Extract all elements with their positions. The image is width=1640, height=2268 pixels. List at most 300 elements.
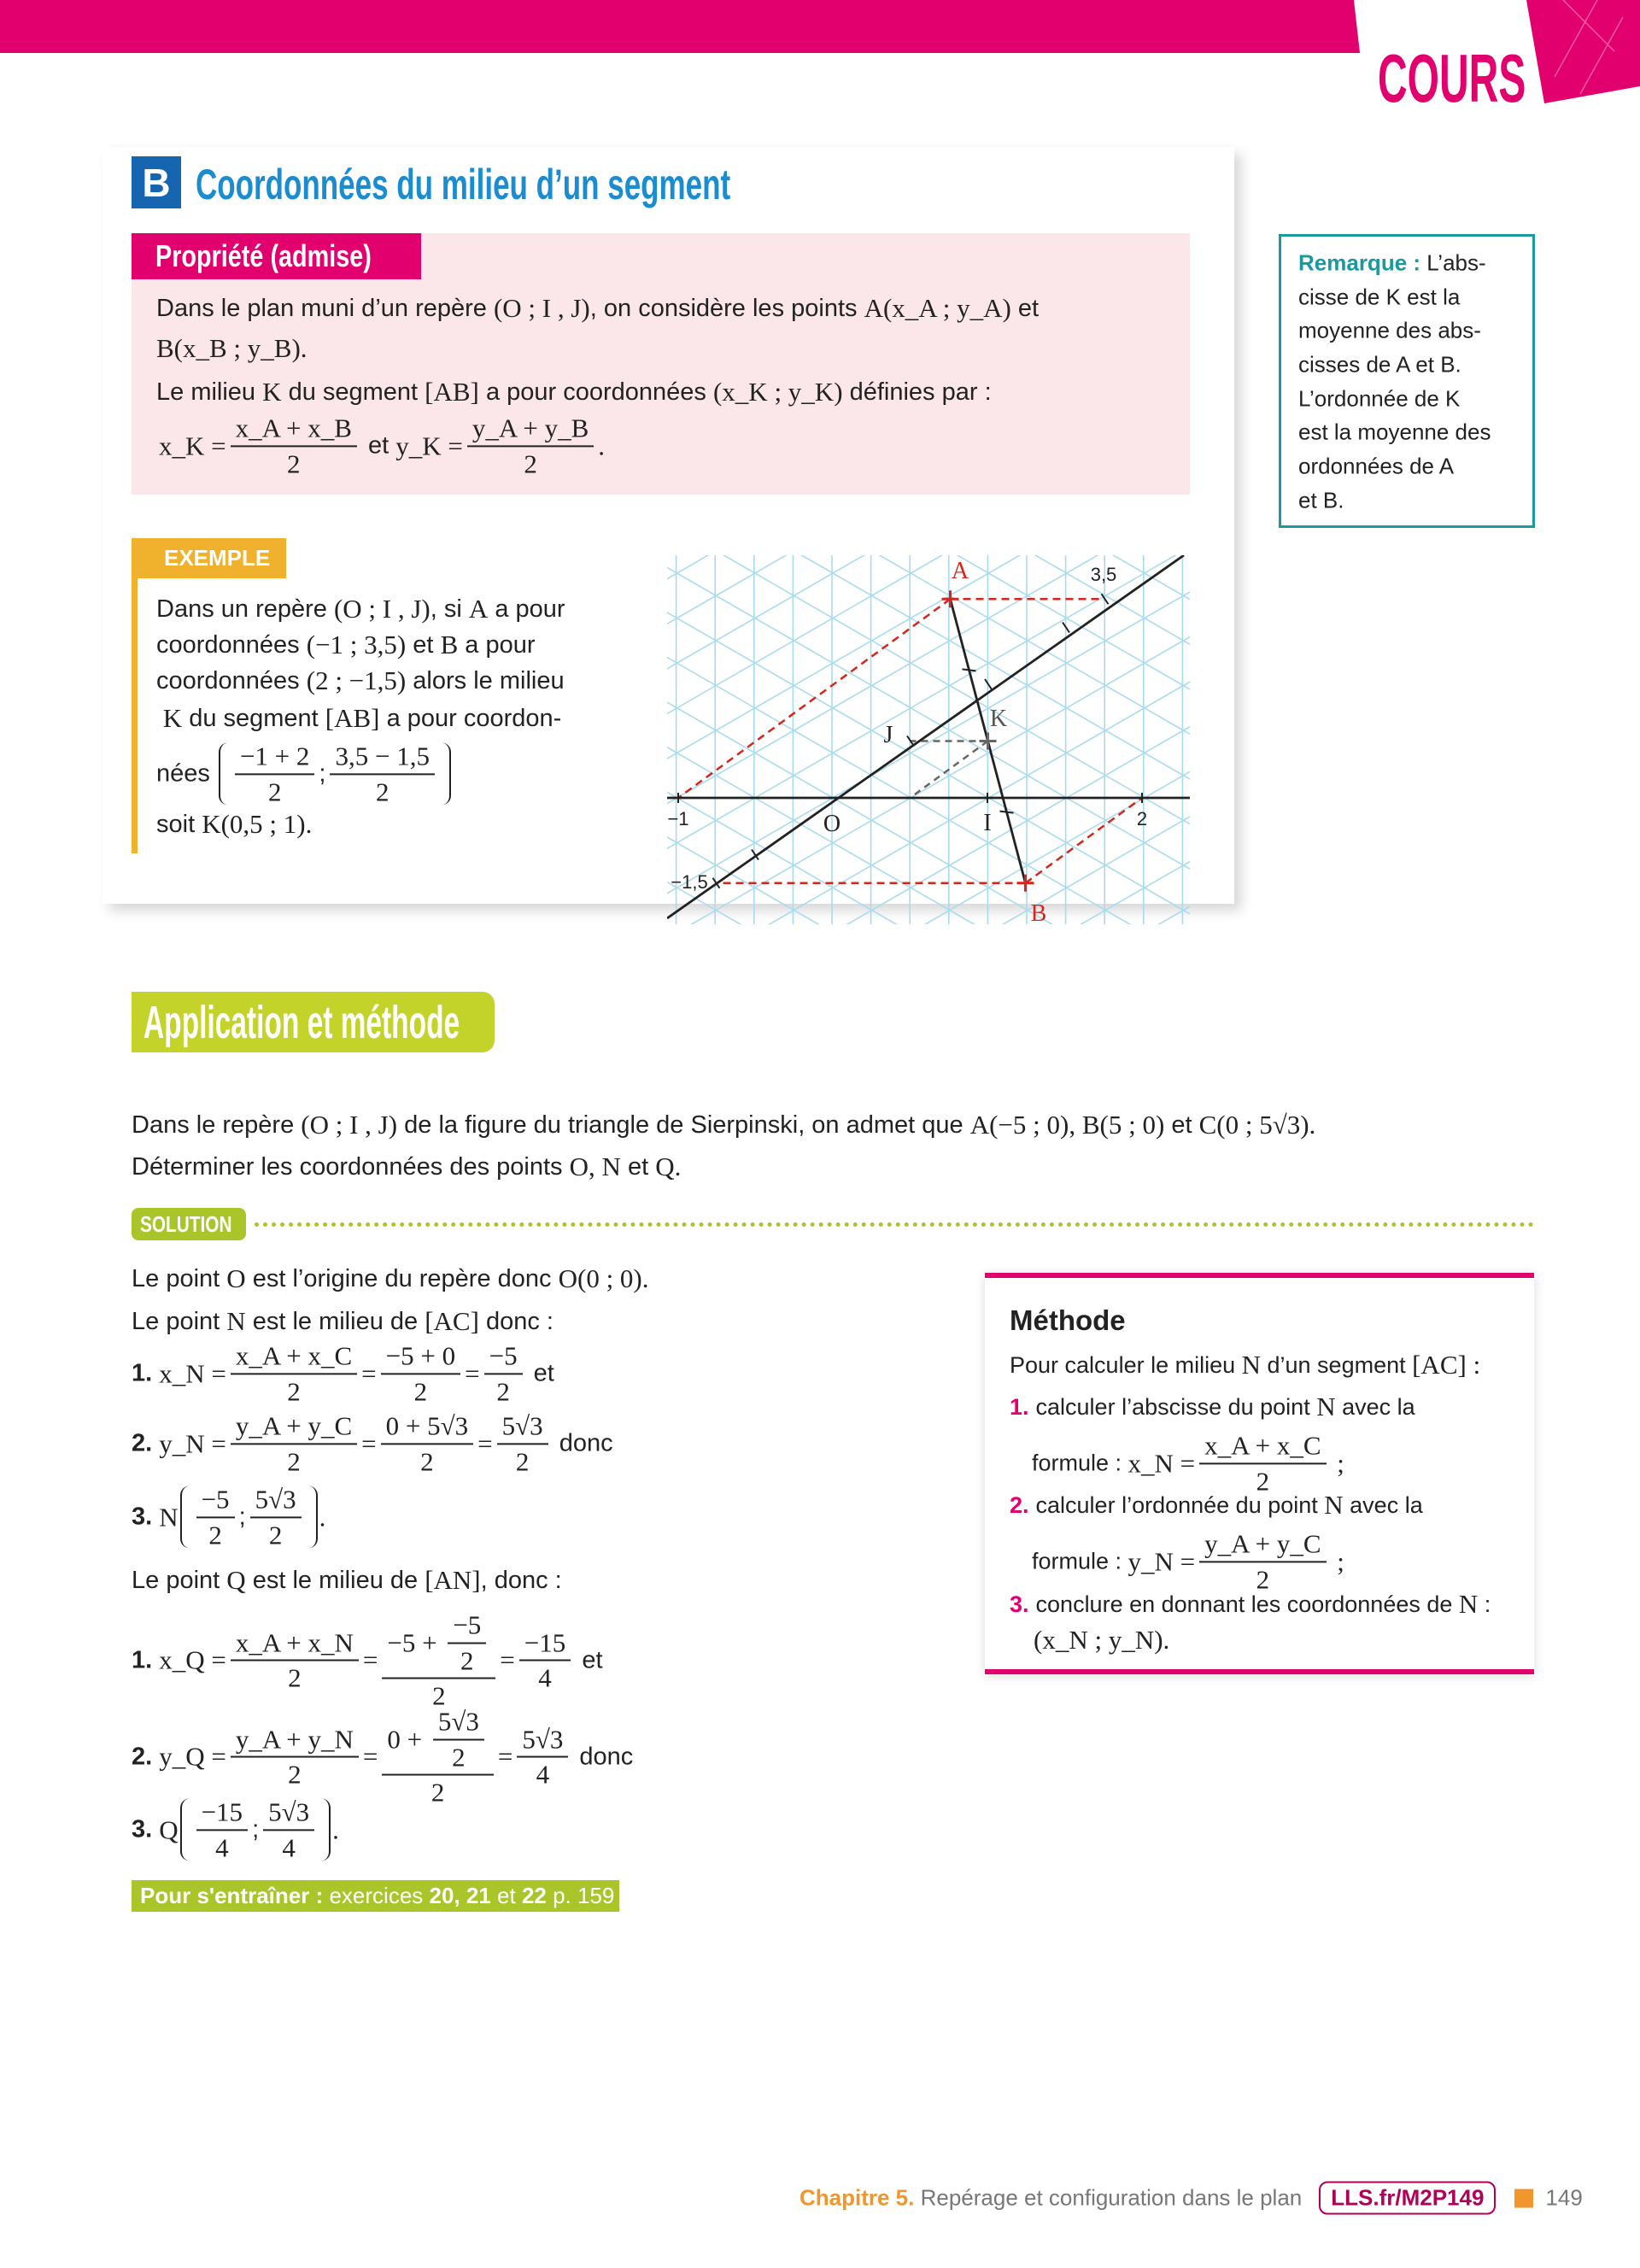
math-expression: 2 — [496, 1376, 510, 1406]
text: a pour — [488, 595, 565, 623]
remark-line: L’ordonnée de K — [1298, 385, 1461, 412]
text: et — [406, 630, 441, 659]
math-expression: x_K = — [159, 431, 226, 460]
text: est le milieu de — [245, 1566, 425, 1594]
math-expression: −5 + 0 — [385, 1340, 456, 1371]
math-expression: N — [159, 1502, 179, 1532]
numerator — [231, 413, 357, 447]
remark-line: L’abs- — [1420, 249, 1486, 276]
label-point-i: I — [983, 810, 992, 836]
math-expression: 5√3 — [255, 1484, 296, 1515]
remark-line: cisse de K est la — [1298, 284, 1461, 310]
fraction — [231, 1340, 357, 1406]
text: Dans le repère — [132, 1111, 302, 1139]
denominator — [376, 775, 390, 807]
section-title: Coordonnées du milieu d’un segment — [196, 161, 731, 208]
fraction — [381, 1410, 474, 1476]
math-expression: −5 — [453, 1609, 482, 1640]
example-line — [156, 741, 453, 806]
math-expression: 2 — [288, 1759, 302, 1790]
projection-line-b — [1026, 798, 1143, 883]
math-expression: B(x_B ; y_B). — [156, 333, 308, 363]
text: et — [526, 1359, 554, 1387]
math-expression: −15 — [201, 1796, 243, 1827]
text: Déterminer les coordonnées des points — [132, 1152, 570, 1181]
math-expression: 2 — [432, 1680, 446, 1711]
numerator — [196, 1796, 248, 1831]
numerator — [381, 1340, 460, 1374]
text: et — [1010, 294, 1040, 322]
tick-label-x-max: 2 — [1136, 808, 1148, 829]
step-number: 2. — [132, 1743, 153, 1771]
solution-line — [132, 1796, 339, 1862]
math-expression: K — [262, 377, 282, 407]
text: ; — [252, 1815, 260, 1843]
text: calculer l’abscisse du point — [1035, 1393, 1317, 1420]
text: avec la — [1343, 1491, 1423, 1518]
solution-label: SOLUTION — [140, 1210, 232, 1237]
math-expression: O — [226, 1263, 246, 1293]
text: , donc : — [480, 1566, 562, 1594]
math-expression: 2 — [267, 777, 282, 806]
math-expression: = — [362, 1741, 378, 1772]
math-expression: y_N = — [159, 1428, 226, 1458]
numerator — [263, 1796, 314, 1831]
numerator — [1199, 1528, 1326, 1562]
math-expression: y_N = — [1128, 1546, 1196, 1576]
denominator — [268, 775, 282, 807]
method-title: Méthode — [1010, 1304, 1126, 1336]
label-point-b: B — [1030, 900, 1047, 924]
math-expression: 5√3 — [268, 1796, 310, 1827]
text: coordonnées — [156, 630, 307, 659]
practice-page: p. 159 — [546, 1883, 615, 1908]
math-expression: −5 + — [387, 1627, 444, 1658]
denominator — [460, 1644, 474, 1676]
math-expression: A(x_A ; y_A) — [864, 293, 1011, 323]
math-expression: 2 — [515, 1446, 530, 1476]
fraction — [263, 1796, 314, 1862]
solution-line — [132, 1340, 554, 1406]
text: et — [1164, 1111, 1199, 1139]
text: donc — [552, 1429, 613, 1457]
math-expression: (O ; I , J) — [333, 594, 430, 624]
numerator — [467, 413, 594, 447]
text: avec la — [1335, 1393, 1415, 1420]
example-line — [156, 665, 565, 696]
fraction — [517, 1724, 568, 1790]
text: Le point — [132, 1264, 227, 1292]
fraction — [196, 1796, 248, 1862]
math-expression: 3,5 − 1,5 — [335, 741, 430, 771]
text: , on considère les points — [589, 294, 864, 322]
method-line — [1034, 1625, 1169, 1656]
math-expression: (x_N ; y_N). — [1034, 1625, 1170, 1655]
fraction — [330, 741, 434, 806]
numerator — [1199, 1430, 1326, 1464]
denominator — [269, 1518, 283, 1550]
text: Le milieu — [156, 378, 263, 406]
numerator — [433, 1707, 484, 1741]
math-expression: (2 ; −1,5) — [306, 665, 407, 695]
text: du segment — [182, 704, 325, 732]
solution-line — [132, 1484, 325, 1550]
math-expression: 2 — [430, 1777, 445, 1808]
text: conclure en donnant les coordonnées de — [1035, 1591, 1459, 1617]
fraction — [231, 413, 357, 478]
fraction — [382, 1610, 495, 1712]
solution-line — [132, 1565, 562, 1596]
text: soit — [156, 810, 202, 838]
text: d’un segment — [1261, 1351, 1413, 1378]
math-expression: . — [332, 1814, 339, 1844]
solution-line — [132, 1263, 649, 1294]
fraction — [1199, 1528, 1326, 1594]
math-expression: 0 + — [387, 1724, 429, 1755]
text: donc — [572, 1743, 634, 1771]
math-expression: Q. — [655, 1152, 682, 1181]
denominator — [288, 1758, 302, 1790]
numerator — [484, 1340, 523, 1374]
parenthesized-group — [219, 741, 451, 806]
label-point-o: O — [823, 811, 841, 837]
fraction — [250, 1484, 302, 1550]
remark-line: cisses de A et B. — [1298, 351, 1461, 378]
text: est le milieu de — [245, 1307, 425, 1335]
text: du segment — [281, 378, 425, 406]
math-expression: 4 — [282, 1832, 296, 1862]
text: formule : — [1032, 1450, 1128, 1476]
header-bar — [0, 0, 1360, 53]
tick-label-x-min: −1 — [667, 808, 689, 829]
math-expression: = — [477, 1428, 493, 1458]
grid-line — [667, 906, 1190, 924]
grid-line — [667, 727, 1190, 924]
example-border — [132, 578, 138, 853]
math-expression: 5√3 — [501, 1410, 543, 1441]
math-expression: 0 + 5√3 — [385, 1410, 469, 1441]
denominator — [288, 1661, 302, 1694]
practice-link[interactable] — [132, 1880, 619, 1912]
math-expression: 2 — [287, 1446, 301, 1476]
problem-line — [132, 1152, 681, 1182]
practice-lead: Pour s'entraîner : — [140, 1883, 324, 1908]
property-formula — [159, 413, 605, 478]
method-line — [1010, 1350, 1480, 1380]
math-expression: [AC] : — [1412, 1350, 1481, 1380]
denominator — [538, 1661, 552, 1694]
method-step — [1010, 1490, 1423, 1521]
math-expression: y_A + y_C — [235, 1410, 353, 1441]
math-expression: ; — [1330, 1546, 1344, 1576]
math-expression: Q — [159, 1814, 179, 1844]
math-expression: −5 — [489, 1340, 518, 1371]
numerator — [231, 1410, 357, 1445]
math-expression: = — [362, 1644, 378, 1675]
property-line — [156, 333, 308, 364]
math-expression: [AB] — [425, 377, 479, 407]
fraction — [467, 413, 594, 478]
math-expression: = — [500, 1644, 515, 1675]
text: définies par : — [842, 378, 992, 406]
method-formula — [1032, 1430, 1344, 1496]
text: a pour — [458, 630, 536, 659]
fraction — [235, 741, 314, 806]
solution-line — [132, 1610, 603, 1712]
grid-line — [667, 567, 1190, 869]
method-step — [1010, 1392, 1415, 1422]
math-expression: 2 — [524, 448, 537, 478]
numerator — [519, 1627, 571, 1661]
remark-box — [1279, 234, 1535, 528]
text: ; — [319, 759, 326, 788]
math-expression: = — [361, 1428, 377, 1458]
text: alors le milieu — [406, 666, 565, 694]
step-number: 1. — [132, 1646, 153, 1674]
example-line — [156, 594, 565, 624]
numerator — [231, 1340, 357, 1374]
math-expression: [AN] — [425, 1565, 481, 1595]
denominator — [287, 447, 301, 479]
practice-text: et — [490, 1883, 522, 1908]
text: , si — [430, 595, 469, 623]
math-expression: 2 — [413, 1376, 428, 1406]
math-expression: 4 — [215, 1832, 229, 1862]
fraction — [381, 1340, 460, 1406]
grid-line — [667, 837, 1190, 924]
text: de la figure du triangle de Sierpinski, on admet que — [397, 1111, 970, 1139]
numerator — [517, 1724, 568, 1758]
property-line — [156, 377, 992, 407]
math-expression: (−1 ; 3,5) — [306, 630, 407, 659]
parenthesized-group — [180, 1796, 331, 1862]
math-expression: y_A + y_B — [472, 413, 589, 443]
grid-line — [667, 747, 1190, 924]
numerator — [231, 1724, 359, 1758]
numerator — [381, 1410, 474, 1445]
property-label: Propriété (admise) — [155, 238, 372, 273]
math-expression: N — [226, 1306, 246, 1336]
problem-line — [132, 1110, 1315, 1140]
step-number: 2. — [1010, 1491, 1029, 1518]
math-expression: y_A + y_N — [235, 1724, 354, 1755]
text: a pour coordonnées — [478, 378, 713, 406]
math-expression: [AC] — [425, 1306, 479, 1336]
grid-line — [667, 555, 1190, 779]
math-expression: x_A + x_B — [235, 413, 352, 443]
remark-line: ordonnées de A — [1298, 453, 1455, 479]
math-expression: 5√3 — [522, 1724, 564, 1755]
segment-equal-mark — [963, 669, 976, 671]
math-expression: N — [1458, 1589, 1479, 1619]
fraction — [497, 1410, 548, 1476]
math-expression: 2 — [287, 1376, 301, 1406]
math-expression: = — [361, 1358, 377, 1388]
math-expression: 5√3 — [437, 1706, 479, 1737]
footer-square-icon — [1514, 2189, 1533, 2207]
numerator — [448, 1610, 486, 1644]
solution-divider — [255, 1222, 1534, 1227]
math-expression: . — [598, 431, 605, 460]
remark-label: Remarque : — [1298, 249, 1421, 276]
text: ; — [238, 1503, 246, 1531]
math-expression: = — [497, 1741, 513, 1772]
denominator — [287, 1374, 301, 1407]
math-expression: x_A + x_N — [235, 1627, 354, 1658]
math-expression: −15 — [524, 1627, 566, 1658]
text: et — [575, 1646, 603, 1674]
math-expression: . — [319, 1502, 326, 1532]
coordinate-figure — [667, 555, 1190, 924]
remark-line: est la moyenne des — [1298, 419, 1491, 445]
math-expression: O, N — [569, 1152, 621, 1181]
text: formule : — [1032, 1548, 1128, 1574]
grid-line — [667, 612, 1190, 914]
text: Le point — [132, 1566, 227, 1594]
method-step — [1010, 1589, 1491, 1620]
math-expression: C(0 ; 5√3). — [1198, 1110, 1316, 1140]
text: Pour calculer le milieu — [1010, 1351, 1242, 1378]
text: calculer l’ordonnée du point — [1035, 1491, 1325, 1518]
fraction — [231, 1724, 359, 1790]
denominator — [208, 1518, 222, 1550]
step-number: 1. — [1010, 1393, 1029, 1420]
math-expression: x_Q = — [159, 1644, 226, 1675]
math-expression: Q — [226, 1565, 246, 1595]
math-expression: 2 — [1256, 1466, 1270, 1496]
numerator — [231, 1627, 359, 1661]
figure-marks — [667, 555, 1190, 918]
text: est l’origine du repère donc — [245, 1264, 559, 1292]
practice-exercises: 20, 21 — [429, 1883, 491, 1908]
step-number: 2. — [132, 1429, 153, 1457]
text: a pour coordon- — [379, 704, 562, 732]
practice-exercises: 22 — [521, 1883, 547, 1908]
label-point-j: J — [883, 722, 893, 748]
application-title: Application et méthode — [144, 996, 460, 1048]
math-expression: = — [465, 1358, 480, 1388]
grid-line — [667, 882, 1190, 924]
fraction — [1199, 1430, 1326, 1496]
text: coordonnées — [156, 666, 307, 694]
numerator — [497, 1410, 548, 1445]
math-expression: [AB] — [325, 703, 380, 733]
text: et — [360, 431, 396, 460]
practice-text: exercices — [323, 1883, 430, 1908]
step-number: 3. — [132, 1503, 153, 1531]
math-expression: K(0,5 ; 1). — [202, 809, 313, 839]
remark-line: moyenne des abs- — [1298, 317, 1481, 343]
footer-chapter: Chapitre 5. — [800, 2184, 915, 2211]
numerator — [330, 741, 434, 775]
math-expression: x_N = — [159, 1358, 226, 1388]
tick-label-y-min: −1,5 — [671, 871, 708, 893]
denominator — [420, 1445, 434, 1477]
math-expression: 2 — [287, 448, 301, 478]
step-number: 1. — [132, 1359, 153, 1387]
math-expression: −1 + 2 — [239, 741, 310, 771]
footer-chapter-title: Repérage et configuration dans le plan — [914, 2184, 1303, 2211]
fraction — [484, 1340, 523, 1406]
math-expression: A(−5 ; 0), B(5 ; 0) — [969, 1110, 1165, 1140]
example-line — [156, 809, 312, 840]
fraction — [433, 1707, 484, 1773]
math-expression: A — [468, 594, 489, 624]
math-expression: ; — [1330, 1448, 1344, 1478]
math-expression: (O ; I , J) — [301, 1110, 398, 1140]
fraction — [519, 1627, 571, 1693]
denominator — [282, 1831, 296, 1863]
triangular-grid — [667, 555, 1190, 924]
math-expression: (x_K ; y_K) — [712, 377, 843, 407]
step-number: 3. — [1010, 1591, 1029, 1617]
grid-line — [667, 592, 1190, 894]
text: et — [620, 1152, 656, 1181]
label-point-a: A — [951, 558, 969, 584]
grid-line — [667, 637, 1190, 924]
math-expression: O(0 ; 0). — [558, 1263, 649, 1293]
method-formula — [1032, 1528, 1344, 1594]
math-expression: K — [156, 703, 183, 733]
math-expression: 2 — [375, 777, 390, 806]
math-expression: N — [1316, 1392, 1336, 1421]
denominator — [215, 1831, 229, 1863]
text: Le point — [132, 1307, 227, 1335]
fraction — [231, 1627, 359, 1693]
math-expression: x_A + x_C — [1204, 1430, 1321, 1461]
denominator — [524, 447, 537, 479]
solution-line — [132, 1410, 613, 1476]
math-expression: x_N = — [1128, 1448, 1196, 1478]
math-expression: 2 — [208, 1520, 222, 1550]
denominator — [431, 1776, 445, 1808]
label-point-k: K — [989, 706, 1008, 732]
text: donc : — [478, 1307, 554, 1335]
fraction — [382, 1707, 494, 1808]
fraction — [231, 1410, 357, 1476]
math-expression: 2 — [460, 1645, 474, 1676]
math-expression: N — [1241, 1350, 1261, 1380]
footer-lls-link[interactable]: LLS.fr/M2P149 — [1319, 2182, 1496, 2215]
parenthesized-group — [180, 1484, 318, 1550]
math-expression: 2 — [1256, 1564, 1270, 1594]
numerator — [382, 1707, 494, 1776]
numerator — [250, 1484, 302, 1518]
text: : — [1478, 1591, 1491, 1617]
property-line — [156, 293, 1039, 324]
math-expression: 2 — [268, 1520, 283, 1550]
math-expression: 2 — [288, 1662, 302, 1693]
denominator — [496, 1374, 510, 1407]
math-expression: −5 — [201, 1484, 230, 1515]
text: Dans un repère — [156, 595, 334, 623]
denominator — [452, 1740, 466, 1773]
numerator — [235, 741, 314, 775]
math-expression: 4 — [538, 1662, 552, 1693]
fraction — [196, 1484, 235, 1550]
example-label: EXEMPLE — [132, 538, 286, 578]
numerator — [382, 1610, 495, 1679]
example-line — [156, 703, 561, 734]
solution-line — [132, 1707, 633, 1808]
section-letter-badge: B — [132, 156, 181, 208]
text: nées — [156, 759, 217, 788]
section-label-cours: COURS — [1378, 40, 1526, 116]
math-expression: x_A + x_C — [235, 1340, 353, 1371]
solution-line — [132, 1306, 554, 1337]
example-line — [156, 630, 536, 660]
denominator — [516, 1445, 530, 1477]
